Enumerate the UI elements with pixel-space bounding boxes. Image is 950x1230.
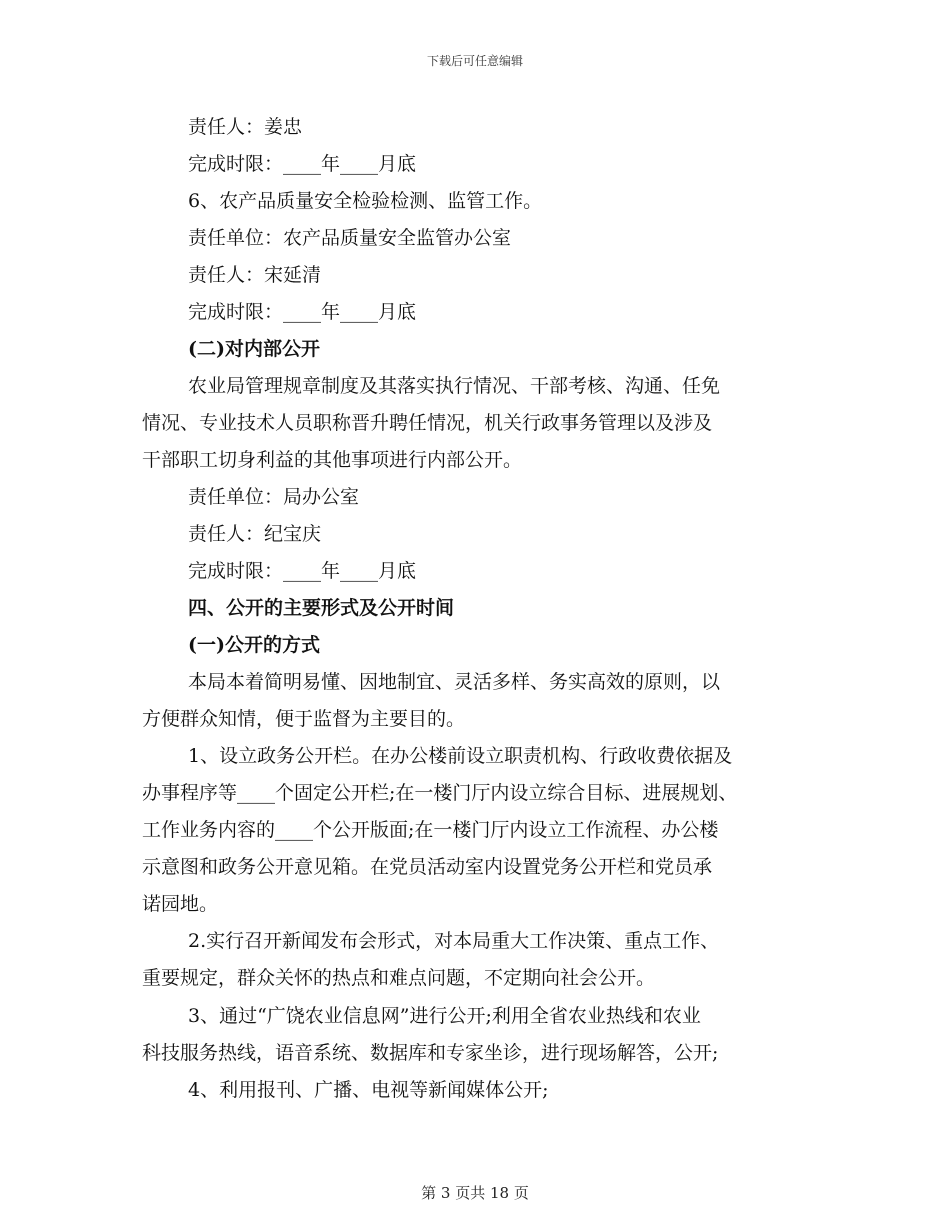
page-footer: 第 3 页共 18 页 — [421, 1184, 529, 1202]
text-line: 情况、专业技术人员职称晋升聘任情况，机关行政事务管理以及涉及 — [142, 412, 713, 434]
section-heading: 四、公开的主要形式及公开时间 — [188, 597, 455, 619]
text-line: 2.实行召开新闻发布会形式，对本局重大工作决策、重点工作、 — [188, 930, 720, 952]
text-line: 方便群众知情，便于监督为主要目的。 — [142, 708, 466, 730]
text-line: 本局本着简明易懂、因地制宜、灵活多样、务实高效的原则，以 — [188, 671, 721, 693]
text-line: 4、利用报刊、广播、电视等新闻媒体公开; — [188, 1079, 549, 1101]
text-line: 诺园地。 — [142, 893, 219, 915]
text-line: 完成时限：____年____月底 — [188, 560, 417, 582]
text-line: 干部职工切身利益的其他事项进行内部公开。 — [142, 449, 523, 471]
text-line: 农业局管理规章制度及其落实执行情况、干部考核、沟通、任免 — [188, 375, 721, 397]
text-line: 工作业务内容的____个公开版面;在一楼门厅内设立工作流程、办公楼 — [142, 819, 719, 841]
text-line: 办事程序等____个固定公开栏;在一楼门厅内设立综合目标、进展规划、 — [142, 782, 738, 804]
text-line: 责任单位：局办公室 — [188, 486, 360, 508]
text-line: 示意图和政务公开意见箱。在党员活动室内设置党务公开栏和党员承 — [142, 856, 713, 878]
text-line: 责任人：纪宝庆 — [188, 523, 322, 545]
text-line: 完成时限：____年____月底 — [188, 301, 417, 323]
text-line: 责任人：姜忠 — [188, 116, 303, 138]
section-heading: (二)对内部公开 — [188, 338, 320, 360]
text-line: 3、通过“广饶农业信息网”进行公开;利用全省农业热线和农业 — [188, 1005, 701, 1027]
text-line: 责任人：宋延清 — [188, 264, 322, 286]
text-line: 完成时限：____年____月底 — [188, 153, 417, 175]
text-line: 责任单位：农产品质量安全监管办公室 — [188, 227, 512, 249]
text-line: 重要规定，群众关怀的热点和难点问题，不定期向社会公开。 — [142, 967, 656, 989]
page-header: 下载后可任意编辑 — [426, 54, 523, 68]
text-line: 科技服务热线，语音系统、数据库和专家坐诊，进行现场解答，公开; — [142, 1042, 719, 1064]
text-line: 1、设立政务公开栏。在办公楼前设立职责机构、行政收费依据及 — [188, 745, 733, 767]
section-heading: (一)公开的方式 — [188, 634, 320, 656]
text-line: 6、农产品质量安全检验检测、监管工作。 — [188, 190, 543, 212]
